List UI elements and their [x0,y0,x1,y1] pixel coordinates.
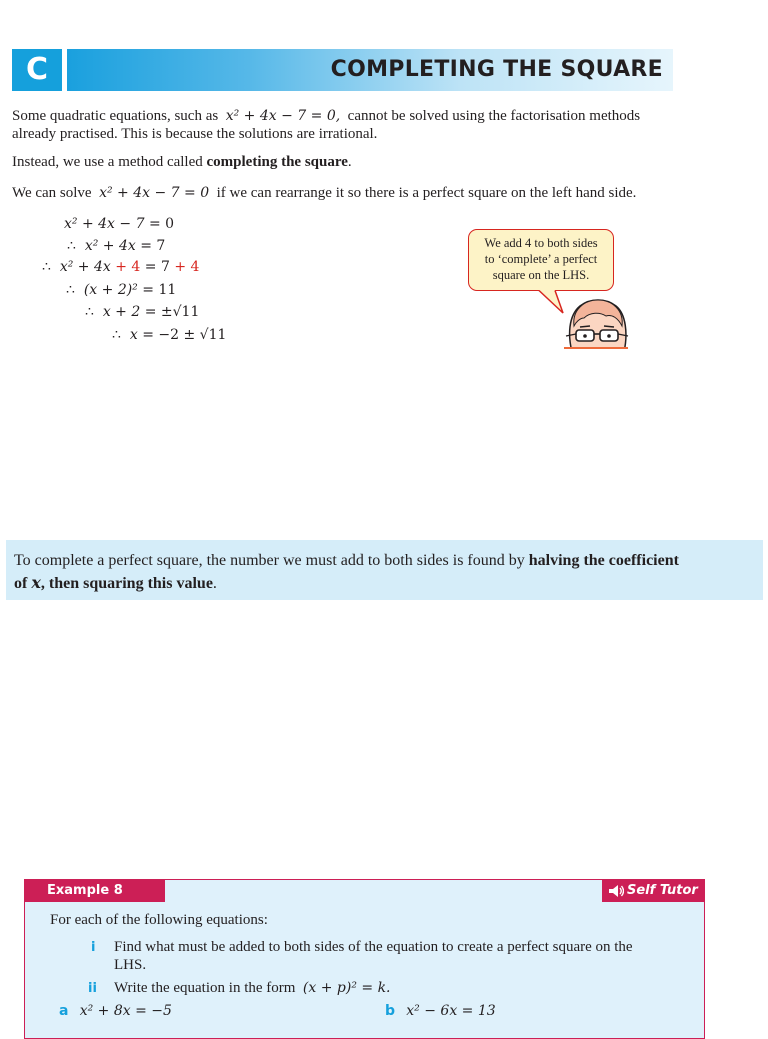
target-form: (x + p)² = k. [302,980,391,996]
derivation-line-3: ∴ x² + 4x + 4 = 7 + 4 [42,259,200,275]
intro-paragraph-2 [12,153,677,171]
section-letter: C [12,49,62,91]
intro-text: Instead, we use a method called [12,154,203,170]
therefore-symbol: ∴ [66,282,75,298]
example-part-i-text: Find what must be added to both sides of the equation to create a perfect square on the LHS. [114,939,633,973]
therefore-symbol: ∴ [67,238,76,254]
key-idea-box [6,540,763,600]
example-label: Example 8 [25,880,165,902]
intro-paragraph-1-cont [12,125,677,143]
section-title-bar [67,49,673,91]
bubble-line: to ‘complete’ a perfect [484,252,598,266]
example-part-b: b x² − 6x = 13 [385,1003,496,1019]
intro-equation: x² + 4x − 7 = 0 [99,185,210,201]
bubble-line: square on the LHS. [492,268,590,282]
key-idea-bold: halving the coefficient [528,552,679,569]
intro-text: already practised. This is because the solutions are irrational. [12,126,378,142]
intro-paragraph-3 [12,184,677,202]
bubble-line: We add 4 to both sides [484,236,598,250]
speaker-icon [608,884,624,898]
example-intro: For each of the following equations: [50,912,268,928]
derivation-line-2: ∴ x² + 4x = 7 [67,238,166,254]
intro-text: We can solve [12,185,92,201]
intro-text: cannot be solved using the factorisation methods [347,108,641,124]
derivation-line-6: ∴ x = −2 ± √11 [112,327,227,343]
intro-paragraph-1 [12,107,677,125]
example-box [24,879,705,1039]
example-part-i-number: i [91,940,96,955]
intro-text: if we can rearrange it so there is a perfect square on the left hand side. [216,185,637,201]
added-term: + 4 [174,259,200,275]
therefore-symbol: ∴ [85,304,94,320]
example-part-ii-text: Write the equation in the form (x + p)² = k. [114,980,391,996]
key-idea-text: To complete a perfect square, the number we must add to both sides is found by halving the coefficient of x, then squaring this value. [14,552,679,592]
derivation-line-4: ∴ (x + 2)² = 11 [66,282,177,298]
example-part-a: a x² + 8x = −5 [59,1003,172,1019]
intro-text: . [347,154,352,170]
part-b-equation: x² − 6x = 13 [406,1003,496,1019]
intro-text: Some quadratic equations, such as [12,108,219,124]
key-term: completing the square [206,154,348,170]
self-tutor-button[interactable] [602,880,704,902]
example-part-ii-number: ii [88,981,97,996]
derivation-line-5: ∴ x + 2 = ±√11 [85,304,200,320]
therefore-symbol: ∴ [42,259,51,275]
derivation-line-1: x² + 4x − 7 = 0 [64,216,175,232]
section-title: COMPLETING THE SQUARE [330,57,663,82]
added-term: + 4 [115,259,141,275]
intro-equation: x² + 4x − 7 = 0, [225,108,341,124]
speech-bubble [468,229,614,291]
part-a-equation: x² + 8x = −5 [79,1003,172,1019]
self-tutor-label: Self Tutor [627,883,698,898]
teacher-cartoon-icon [562,296,630,352]
speech-bubble-tail [535,289,565,315]
therefore-symbol: ∴ [112,327,121,343]
section-header [12,49,673,91]
